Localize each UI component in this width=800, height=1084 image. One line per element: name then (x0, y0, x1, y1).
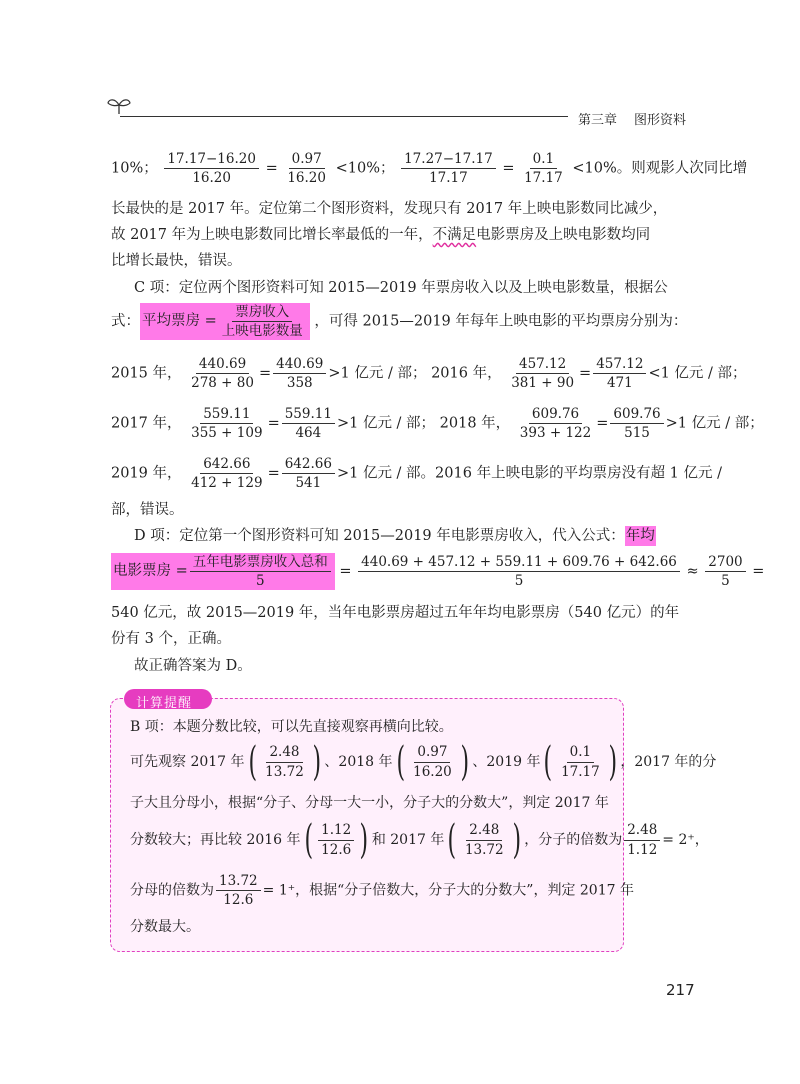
text: <10%； (335, 160, 395, 177)
note-line-5: 分母的倍数为 $\frac{13.72}{12.6}$ = 1⁺，根据“分子倍数大，分子大的分数大”，判定 2017 年 (130, 873, 634, 909)
fraction: $\frac{17.17-16.20}{16.20}$ (164, 152, 259, 185)
header-rule (120, 116, 568, 117)
note-title: 计算提醒 (136, 696, 193, 711)
highlight: 电影票房 = $\frac{\text{五年电影票房收入总和}}{5}$ (111, 553, 335, 590)
text-line-14: 份有 3 个，正确。 (111, 631, 231, 647)
highlight: 年均 (625, 528, 655, 544)
text-line-15: 故正确答案为 D。 (134, 658, 252, 674)
note-line-2: 可先观察 2017 年 ( $\frac{2.48}{13.72}$ ) 、2018 年 ( $\frac{0.97}{16.20}$ ) 、2019 年 ( $\frac{0.1}{17.17}$ ) ，2017 年的分 (130, 739, 717, 785)
text-line-11: D 项：定位第一个图形资料可知 2015—2019 年电影票房收入，代入公式：年均 (134, 528, 655, 544)
text-line-10: 部，错误。 (111, 502, 184, 518)
text-line-3: 故 2017 年为上映电影数同比增长率最低的一年，不满足电影票房及上映电影数均同 (111, 227, 651, 243)
emphasis-wavy: 不满足 (432, 227, 477, 243)
calc-line-2019: 2019 年， $\frac{642.66}{412 + 129}$ = $\frac{642.66}{541}$ >1 亿元 / 部。2016 年上映电影的平均票房没有超 1 亿元 / (111, 456, 723, 492)
note-line-3: 子大且分母小，根据“分子、分母一大一小，分子大的分数大”，判定 2017 年 (130, 795, 609, 811)
note-line-6: 分数最大。 (130, 919, 200, 935)
note-line-1: B 项：本题分数比较，可以先直接观察再横向比较。 (130, 719, 453, 735)
text-line-4: 比增长最快，错误。 (111, 253, 242, 269)
fraction: $\frac{17.27-17.17}{17.17}$ (401, 152, 496, 185)
page-number: 217 (666, 981, 695, 999)
text-line-2: 长最快的是 2017 年。定位第二个图形资料，发现只有 2017 年上映电影数同比减少， (111, 201, 668, 217)
header-chapter: 第三章 (578, 113, 618, 128)
text-line-1: 10%； $\frac{17.17-16.20}{16.20}$ = $\frac{0.97}{16.20}$ <10%； $\frac{17.27-17.17}{17.17}$ = $\frac{0.1}{17.17}$ <10%。则观影人次同比增 (111, 151, 748, 187)
formula-annual-avg: 电影票房 = $\frac{\text{五年电影票房收入总和}}{5}$ = $\frac{440.69 + 457.12 + 559.11 + 609.76 + 642.66}{5}$ ≈ $\frac{2700}{5}$ = (113, 553, 765, 590)
calc-line-2015-2016: 2015 年， $\frac{440.69}{278 + 80}$ = $\frac{440.69}{358}$ >1 亿元 / 部； 2016 年， $\frac{457.12}{381 + 90}$ = $\frac{457.12}{471}$ <1 亿元 / 部； (111, 356, 747, 392)
formula-avg-box-office: 式： 平均票房 = $\frac{\text{票房收入}}{\text{上映电影数量}}$ ，可得 2015—2019 年每年上映电影的平均票房分别为： (111, 304, 688, 340)
text: <10%。则观影人次同比增 (572, 160, 748, 177)
header-section: 图形资料 (634, 113, 687, 128)
fraction: $\frac{0.97}{16.20}$ (287, 151, 326, 187)
calc-line-2017-2018: 2017 年， $\frac{559.11}{355 + 109}$ = $\frac{559.11}{464}$ >1 亿元 / 部； 2018 年， $\frac{609.76}{393 + 122}$ = $\frac{609.76}{515}$ >1 亿元 / 部； (111, 406, 764, 442)
text: 10%； (111, 160, 158, 177)
fraction: $\frac{0.1}{17.17}$ (524, 151, 563, 187)
text-line-13: 540 亿元，故 2015—2019 年，当年电影票房超过五年年均电影票房（540 亿元）的年 (111, 605, 680, 621)
highlight: 平均票房 = $\frac{\text{票房收入}}{\text{上映电影数量}}$ (140, 303, 310, 340)
text-line-5: C 项：定位两个图形资料可知 2015—2019 年票房收入以及上映电影数量，根据公 (134, 280, 668, 296)
note-line-4: 分数较大；再比较 2016 年 ( $\frac{1.12}{12.6}$ ) 和 2017 年 ( $\frac{2.48}{13.72}$ ) ，分子的倍数为 $\frac{2.48}{1.12}$ = 2⁺， (130, 817, 709, 863)
